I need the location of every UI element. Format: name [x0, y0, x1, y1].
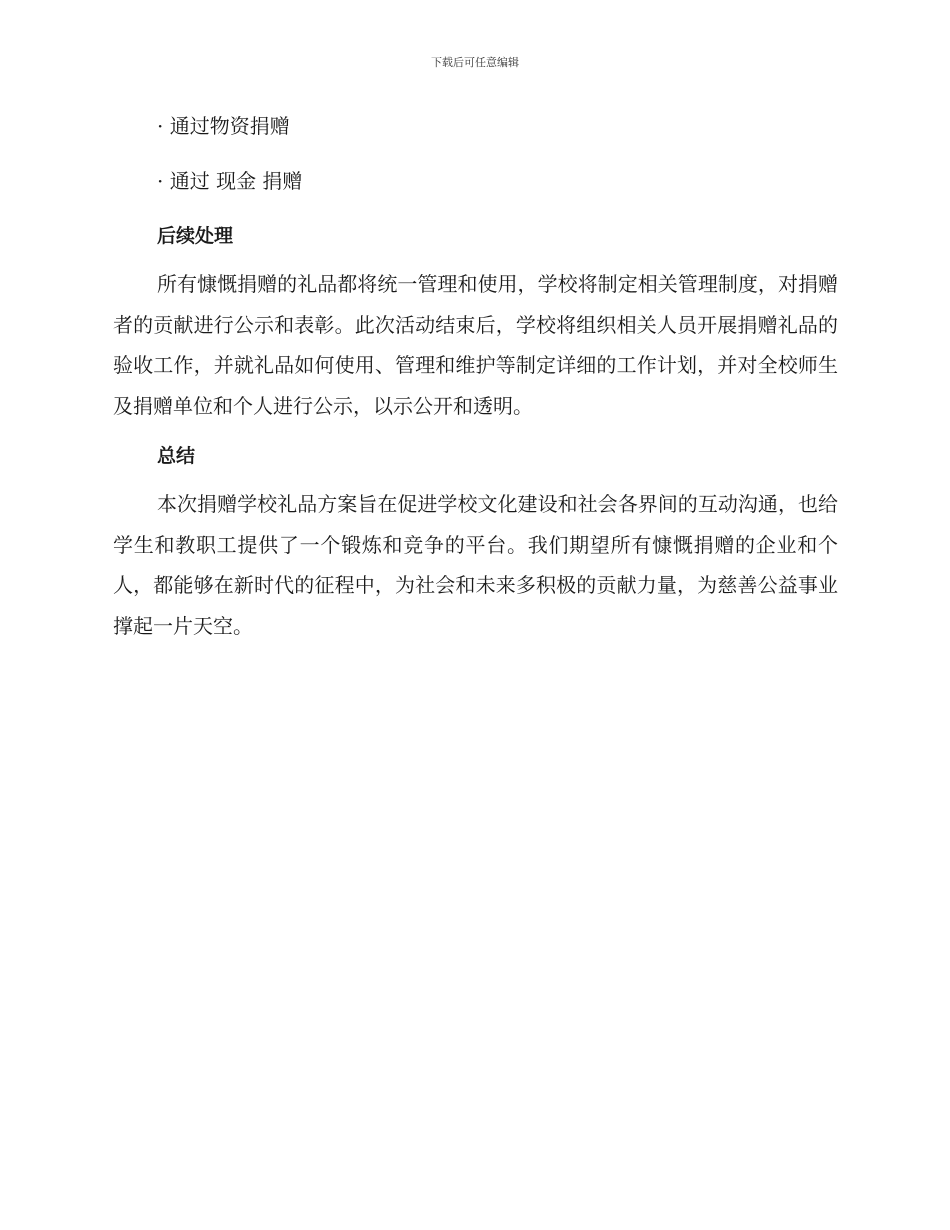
- page-header: 下载后可任意编辑: [431, 56, 519, 69]
- document-body: [113, 110, 838, 660]
- section-paragraph-follow-up: 所有慷慨捐赠的礼品都将统一管理和使用，学校将制定相关管理制度，对捐赠者的贡献进行公示和表彰。此次活动结束后，学校将组织相关人员开展捐赠礼品的验收工作，并就礼品如何使用、管理和维护等制定详细的工作计划，并对全校师生及捐赠单位和个人进行公示，以示公开和透明。: [113, 272, 838, 418]
- bullet-item-cash-donation: · 通过 现金 捐赠: [157, 169, 303, 193]
- bullet-item-goods-donation: · 通过物资捐赠: [157, 114, 290, 138]
- section-heading-summary: 总结: [157, 445, 196, 467]
- section-paragraph-summary: 本次捐赠学校礼品方案旨在促进学校文化建设和社会各界间的互动沟通，也给学生和教职工提供了一个锻炼和竞争的平台。我们期望所有慷慨捐赠的企业和个人，都能够在新时代的征程中，为社会和未来多积极的贡献力量，为慈善公益事业撑起一片天空。: [113, 492, 838, 638]
- section-heading-follow-up: 后续处理: [157, 225, 234, 247]
